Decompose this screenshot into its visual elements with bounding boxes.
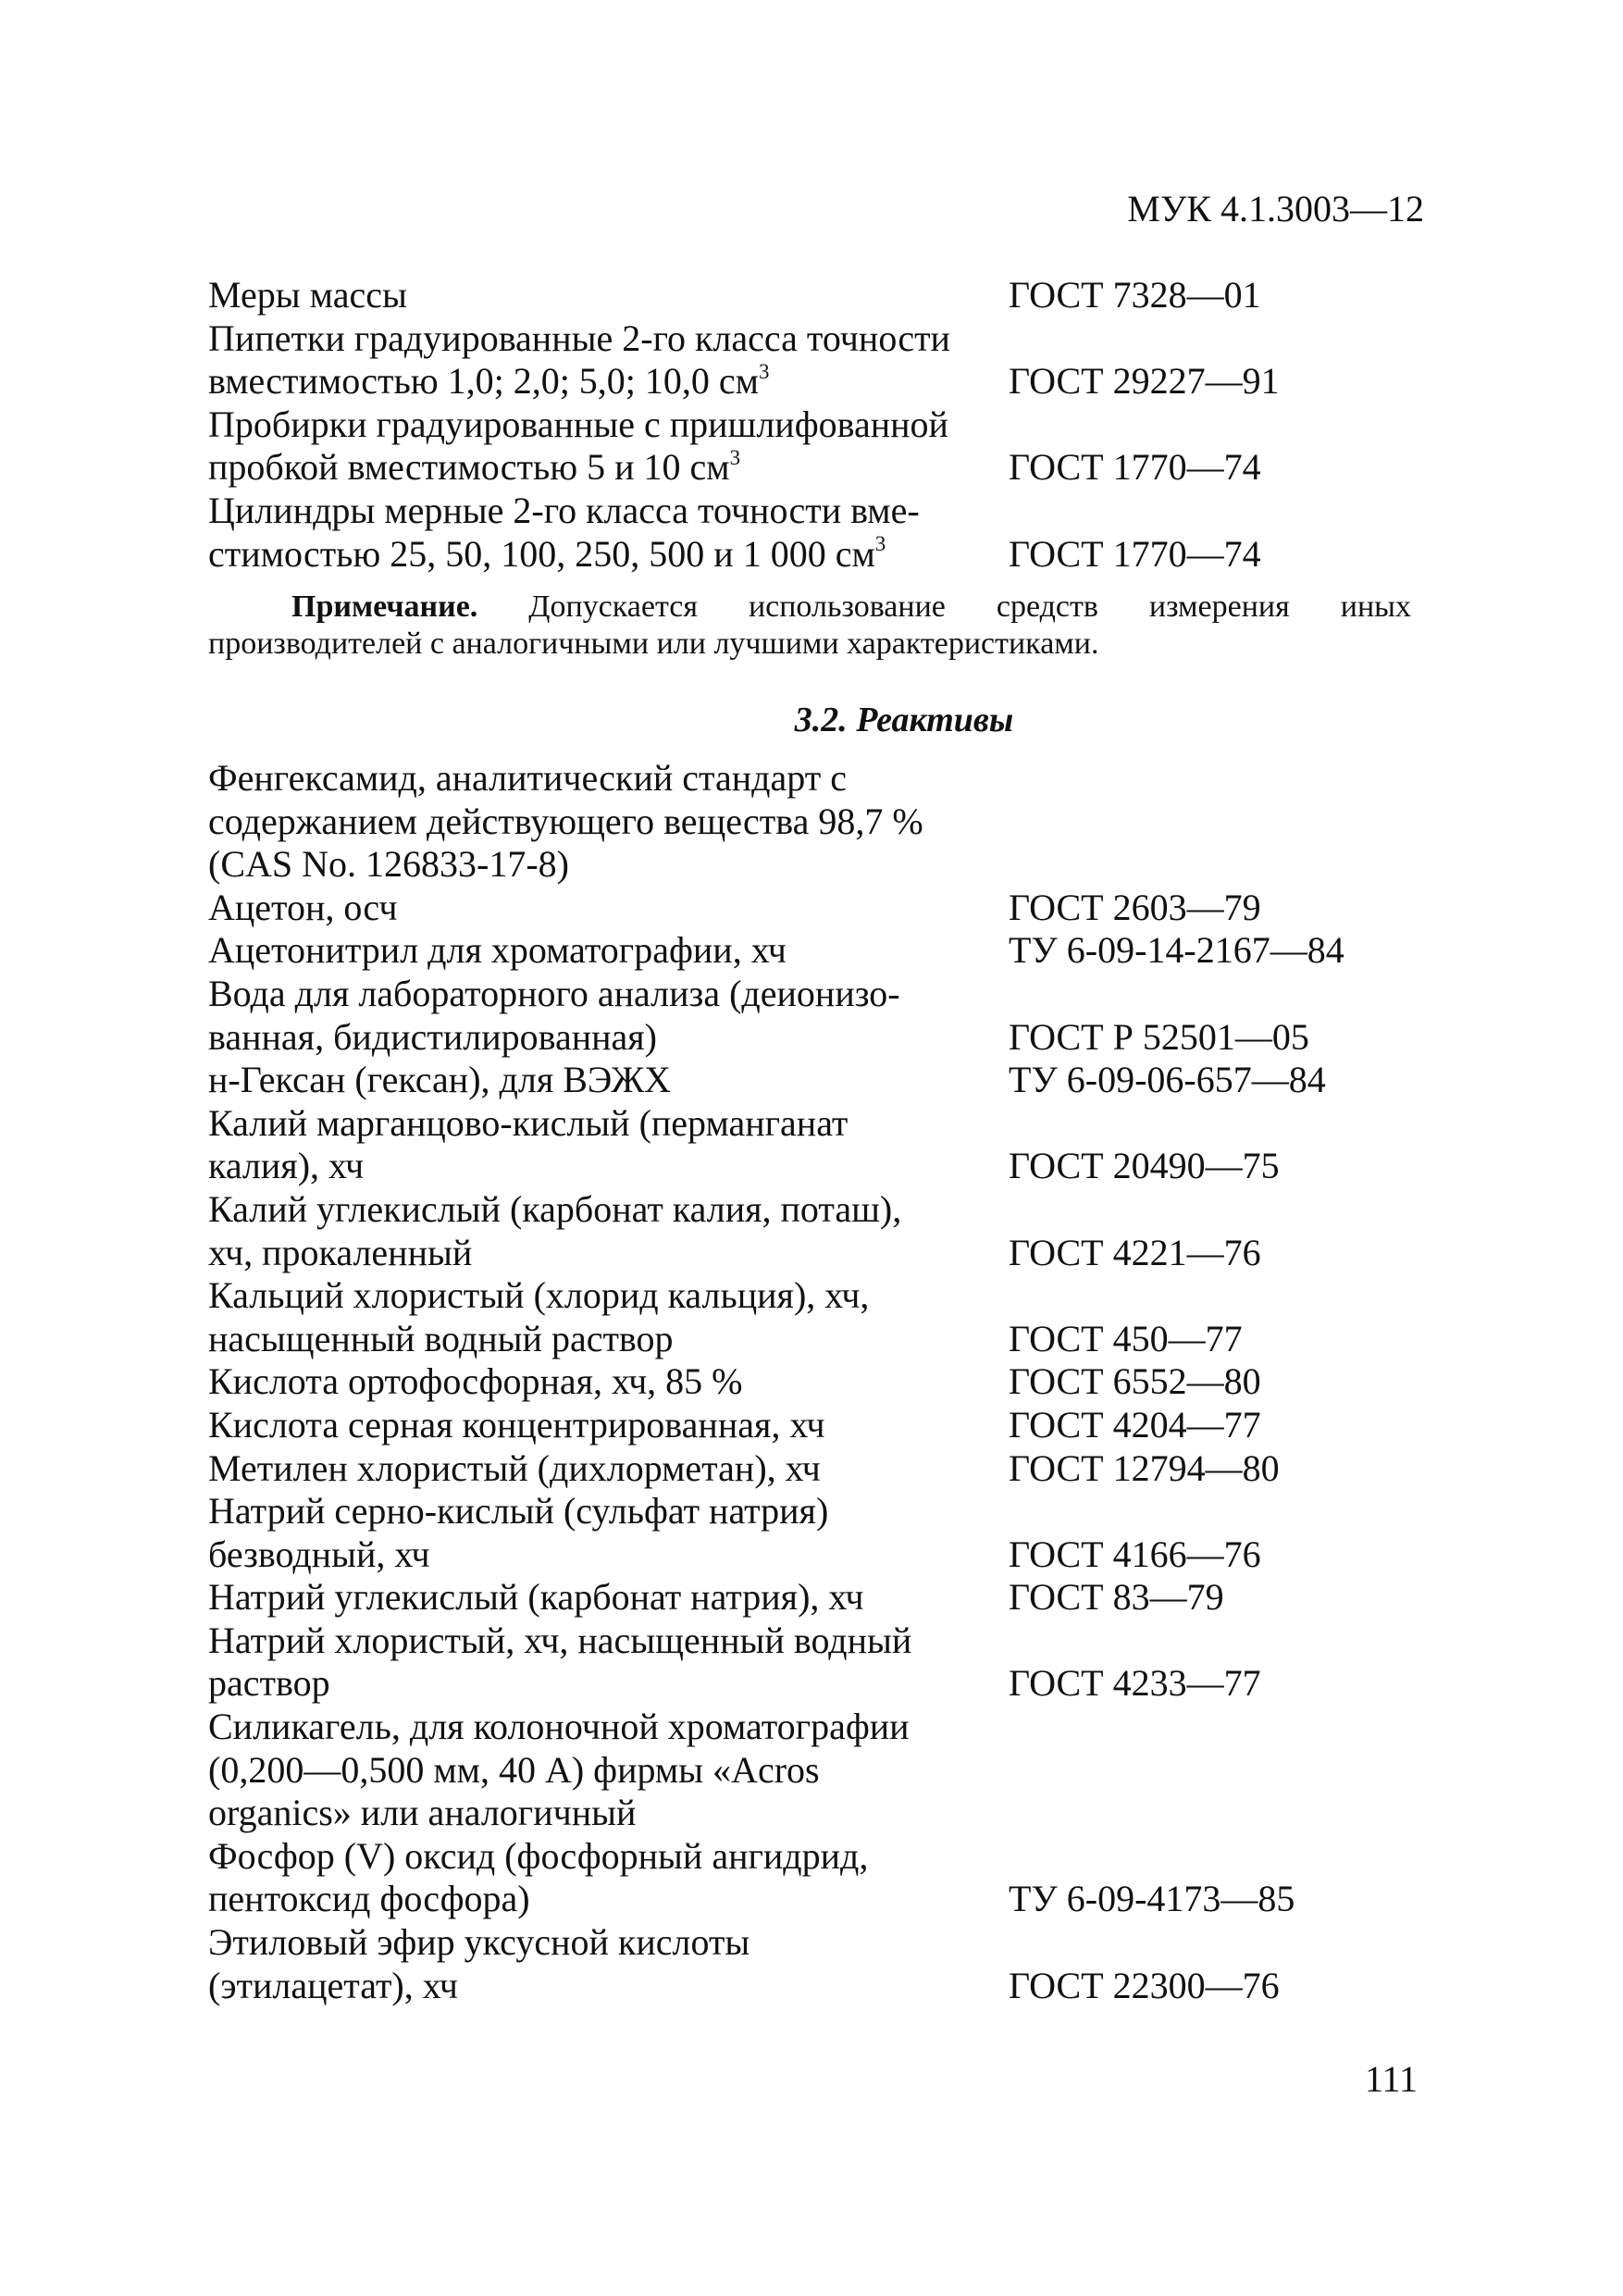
reagents-list [208,757,1411,2007]
item-standard: ГОСТ 1770—74 [1009,532,1261,575]
item-name-line: Цилиндры мерные 2-го класса точности вме- [208,489,920,531]
instrument-row [208,274,1411,317]
reagent-row [208,1706,1411,1835]
item-standard: ТУ 6-09-14-2167—84 [1009,929,1344,972]
item-name [208,1404,1009,1447]
item-standard: ГОСТ 29227—91 [1009,360,1280,403]
item-name-line: насыщенный водный раствор [208,1317,674,1359]
item-name [208,929,1009,973]
instrument-row [208,403,1411,490]
item-standard: ГОСТ Р 52501—05 [1009,1015,1309,1058]
item-standard: ГОСТ 2603—79 [1009,886,1261,928]
item-name [208,1706,1009,1835]
item-name-line: ванная, бидистилированная) [208,1015,657,1058]
item-name [208,1059,1009,1102]
item-name-line: Пробирки градуированные с пришлифованной [208,403,948,445]
note-label: Примечание. [291,590,478,624]
item-name [208,887,1009,930]
item-standard: ГОСТ 1770—74 [1009,446,1261,489]
item-name-line: н-Гексан (гексан), для ВЭЖХ [208,1059,672,1101]
reagent-row [208,1274,1411,1360]
item-name-line: Ацетон, осч [208,886,398,928]
item-name-line: Этиловый эфир уксусной кислоты [208,1921,750,1964]
reagent-row [208,1102,1411,1188]
item-name [208,1447,1009,1491]
item-name-line: калия), хч [208,1145,365,1187]
item-name [208,1620,1009,1706]
item-name-line: Фосфор (V) оксид (фосфорный ангидрид, [208,1834,869,1877]
item-name-line: organics» или аналогичный [208,1792,637,1834]
item-standard: ТУ 6-09-4173—85 [1009,1878,1295,1920]
item-standard: ГОСТ 12794—80 [1009,1446,1280,1489]
instruments-list [208,274,1411,576]
item-name [208,317,1009,403]
item-name-line: Натрий углекислый (карбонат натрия), хч [208,1576,864,1619]
instrument-row [208,317,1411,403]
item-name-line: Пипетки градуированные 2-го класса точности [208,316,950,359]
item-standard: ГОСТ 83—79 [1009,1576,1224,1619]
note-text: Допускается использование средств измерения иных производителей с аналогичными или лучшими характеристиками. [208,590,1411,661]
reagent-row [208,1404,1411,1447]
item-name [208,1274,1009,1360]
item-name [208,1490,1009,1576]
item-name [208,274,1009,317]
item-name-line: раствор [208,1662,330,1705]
item-name-line: Вода для лабораторного анализа (деионизо- [208,972,900,1014]
reagent-row [208,757,1411,887]
item-name [208,490,1009,576]
item-name-line: Кислота ортофосфорная, хч, 85 % [208,1360,743,1403]
item-name-line: (0,200—0,500 мм, 40 A) фирмы «Acros [208,1748,820,1791]
item-name-line: (CAS No. 126833-17-8) [208,843,569,886]
page-number: 111 [1364,2058,1418,2100]
item-standard: ГОСТ 20490—75 [1009,1145,1280,1187]
item-name [208,403,1009,490]
item-name-line: содержанием действующего вещества 98,7 % [208,800,923,842]
reagent-row [208,973,1411,1059]
item-standard: ГОСТ 4233—77 [1009,1662,1261,1705]
item-name-line: стимостью 25, 50, 100, 250, 500 и 1 000 см [208,532,875,575]
reagent-row [208,1059,1411,1102]
item-name [208,1835,1009,1921]
item-name [208,973,1009,1059]
item-name-line: (этилацетат), хч [208,1964,458,2006]
item-name-line: безводный, хч [208,1533,430,1575]
item-standard: ГОСТ 4221—76 [1009,1231,1261,1273]
reagent-row [208,1490,1411,1576]
superscript: 3 [729,446,741,470]
item-standard: ГОСТ 22300—76 [1009,1964,1280,2006]
item-standard: ГОСТ 6552—80 [1009,1360,1261,1403]
item-name [208,1102,1009,1188]
item-name-line: Калий марганцово-кислый (перманганат [208,1101,849,1144]
item-name-line: Калий углекислый (карбонат калия, поташ), [208,1187,902,1230]
document-code-header: МУК 4.1.3003—12 [1127,188,1424,230]
item-name [208,1360,1009,1404]
instrument-row [208,490,1411,576]
item-standard: ГОСТ 7328—01 [1009,274,1261,316]
item-name-line: Меры массы [208,274,407,316]
item-name [208,1576,1009,1620]
item-name-line: Метилен хлористый (дихлорметан), хч [208,1446,821,1489]
item-name-line: Ацетонитрил для хроматографии, хч [208,929,787,972]
item-name-line: Натрий серно-кислый (сульфат натрия) [208,1490,829,1533]
item-standard: ГОСТ 450—77 [1009,1317,1243,1359]
item-name [208,757,1009,887]
item-name-line: Кислота серная концентрированная, хч [208,1403,825,1446]
item-name-line: хч, прокаленный [208,1231,473,1273]
reagent-row [208,1360,1411,1404]
item-name-line: Натрий хлористый, хч, насыщенный водный [208,1619,912,1661]
item-name-line: пентоксид фосфора) [208,1878,530,1920]
reagent-row [208,1447,1411,1491]
item-name [208,1921,1009,2007]
section-title-reagents: 3.2. Реактивы [794,701,1014,739]
reagent-row [208,887,1411,930]
item-name [208,1188,1009,1274]
item-standard: ТУ 6-09-06-657—84 [1009,1059,1326,1101]
item-name-line: Силикагель, для колоночной хроматографии [208,1706,910,1748]
reagent-row [208,1620,1411,1706]
item-name-line: вместимостью 1,0; 2,0; 5,0; 10,0 см [208,360,759,403]
reagent-row [208,1921,1411,2007]
item-standard: ГОСТ 4204—77 [1009,1403,1261,1446]
reagent-row [208,1835,1411,1921]
reagent-row [208,1576,1411,1620]
reagent-row [208,1188,1411,1274]
superscript: 3 [758,359,770,383]
superscript: 3 [874,532,886,556]
note-paragraph [208,589,1411,663]
item-standard: ГОСТ 4166—76 [1009,1533,1261,1575]
reagent-row [208,929,1411,973]
item-name-line: Кальций хлористый (хлорид кальция), хч, [208,1274,870,1317]
item-name-line: пробкой вместимостью 5 и 10 см [208,446,730,489]
item-name-line: Фенгексамид, аналитический стандарт с [208,757,847,799]
